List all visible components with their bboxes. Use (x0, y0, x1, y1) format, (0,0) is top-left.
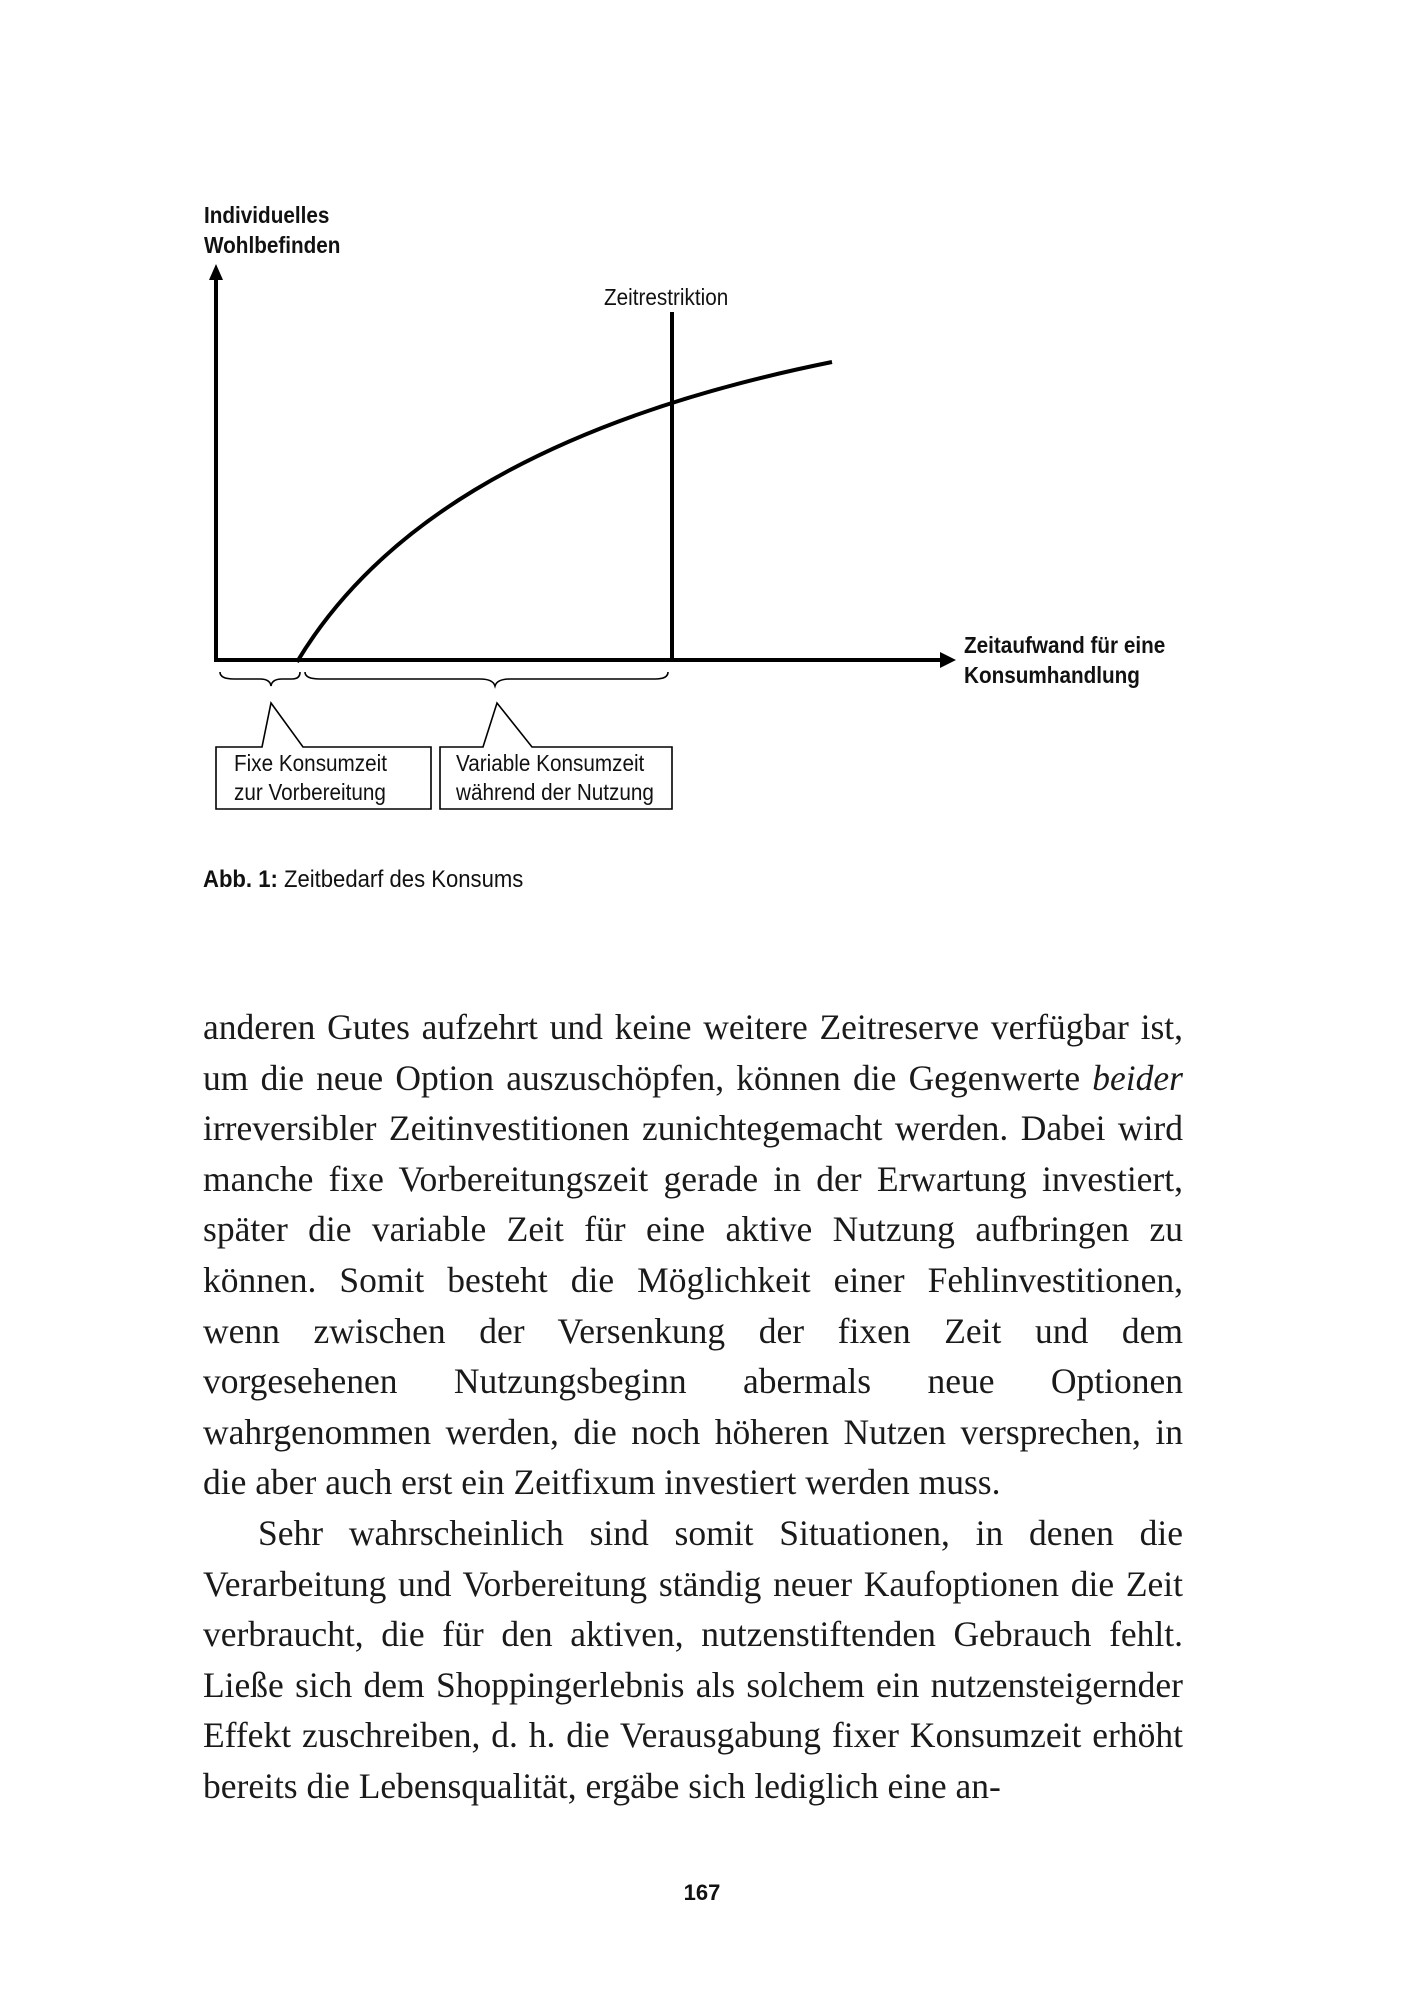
y-axis-label-line1: Individuelles (204, 202, 330, 228)
x-axis-label-line1: Zeitaufwand für eine (964, 632, 1166, 658)
x-axis-label-line2: Konsumhandlung (964, 662, 1140, 688)
caption-number: Abb. 1: (203, 866, 278, 893)
box-variable-line1: Variable Konsumzeit (456, 750, 645, 776)
paragraph-1 (203, 1002, 1183, 1508)
figure-caption (203, 866, 523, 894)
y-axis-label-line2: Wohlbefinden (204, 232, 341, 258)
brace-fixed-time (220, 672, 300, 686)
paragraph-1-italic: beider (1092, 1057, 1183, 1098)
brace-variable-time (305, 672, 668, 686)
wellbeing-curve (297, 362, 832, 662)
box-variable-line2: während der Nutzung (456, 779, 654, 805)
paragraph-1-part-a: anderen Gutes aufzehrt und keine weitere Zeitreserve verfügbar ist, um die neue Option auszuschöpfen, können die Gegenwerte (203, 1007, 1183, 1098)
paragraph-2: Sehr wahrscheinlich sind somit Situationen, in denen die Verarbeitung und Vorbereitung ständig neuer Kaufoptionen die Zeit verbraucht, die für den aktiven, nutzenstiftenden Gebrauch fehlt. Ließe sich dem Shoppingerlebnis als solchem ein nutzensteigernder Effekt zuschreiben, d. h. die Verausgabung fixer Konsumzeit erhöht bereits die Lebensqualität, ergäbe sich lediglich eine an- (203, 1512, 1183, 1806)
box-fixed-line1: Fixe Konsumzeit (234, 750, 388, 776)
x-axis-arrowhead (940, 652, 956, 668)
paragraph-1-part-b: irreversibler Zeitinvestitionen zunichtegemacht werden. Dabei wird manche fixe Vorbereitungszeit gerade in der Erwartung investiert, später die variable Zeit für eine aktive Nutzung aufbringen zu können. Somit besteht die Möglichkeit einer Fehlinvestitionen, wenn zwischen der Versenkung der fixen Zeit und dem vorgesehenen Nutzungsbeginn abermals neue Optionen wahrgenommen werden, die noch höheren Nutzen versprechen, in die aber auch erst ein Zeitfixum investiert werden muss. (203, 1108, 1183, 1503)
y-axis-arrowhead (209, 264, 223, 280)
time-restriction-label: Zeitrestriktion (604, 284, 729, 310)
page-number: 167 (683, 1880, 721, 1905)
box-fixed-line2: zur Vorbereitung (234, 779, 386, 805)
figure-consumption-time (160, 200, 1220, 820)
caption-text: Zeitbedarf des Konsums (283, 866, 524, 893)
body-text (203, 1002, 1183, 1812)
